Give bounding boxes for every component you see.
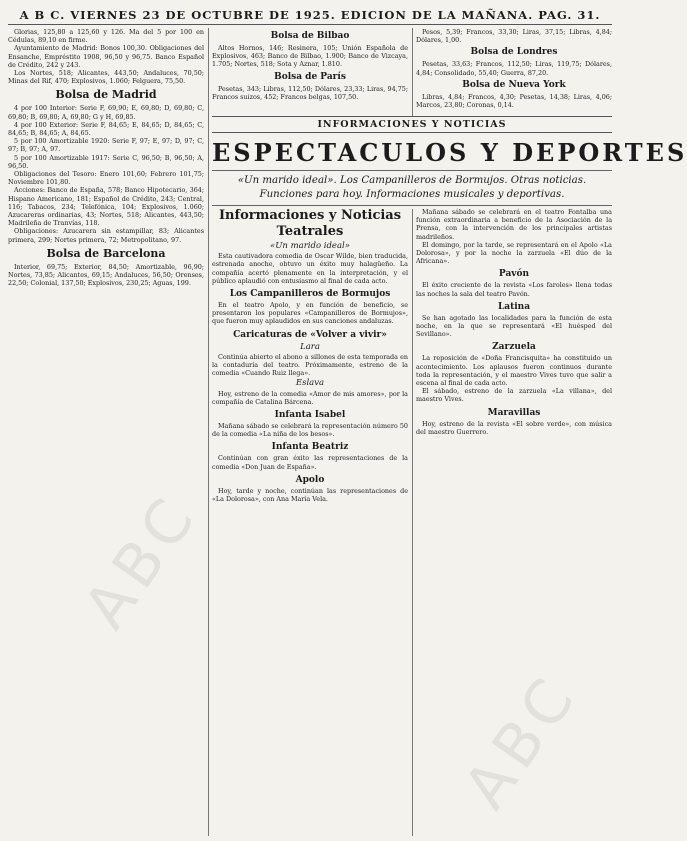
section-heading-bolsa-madrid: Bolsa de Madrid	[55, 88, 157, 102]
section-heading-bolsa-barcelona: Bolsa de Barcelona	[46, 246, 166, 260]
paragraph: Los Nortes, 518; Alicantes, 443,50; Andaluces, 70,50; Minas del Rif, 470; Explosivos, 1.060; Felguera, 75,50.	[8, 69, 204, 86]
paragraph: Glorias, 125,80 a 125,60 y 126. Ma del 5 por 100 en Cédulas, 89,10 en firme.	[8, 28, 204, 45]
paragraph: Pesetas, 343; Libras, 112,50; Dólares, 23,33; Liras, 94,75; Francos suizos, 452; Francos belgas, 107,50.	[212, 84, 408, 101]
section-heading-bolsa-bilbao: Bolsa de Bilbao	[270, 31, 350, 41]
paragraph: Obligaciones: Azucarera sin estampillar, 83; Alicantes primera, 299; Nortes primera, 72; Metropolitano, 97.	[8, 227, 204, 244]
paragraph: Mañana sábado se celebrará en el teatro Fontalba una función extraordinaria a beneficio de la Asociación de la Prensa, con la intervención de los principales artistas madrileños.	[416, 208, 612, 241]
paragraph: Ayuntamiento de Madrid: Bonos 100,30. Obligaciones del Ensanche, Empréstito 1908, 96,50 y 96,75. Banco Español de Crédito, 242 y 243.	[8, 44, 204, 69]
watermark-stamp: ABC	[450, 660, 593, 822]
article-subheading: Eslava	[295, 378, 325, 389]
section-heading-bolsa-nueva-york: Bolsa de Nueva York	[462, 79, 566, 90]
paragraph: Acciones: Banco de España, 578; Banco Hipotecario, 364; Hispano Americano, 181; Español de Crédito, 243; Central, 116; Tabacos, 234; Telefónica, 104; Explosivos, 1.060; Azucareras ordinarias, 43; Nortes, 518; Alicantes, 443,50; Madrileña de Tranvías, 118.	[8, 186, 204, 228]
paragraph: Mañana sábado se celebrará la representación número 50 de la comedia «La niña de los besos».	[212, 422, 408, 439]
paragraph: El domingo, por la tarde, se representará en el Apolo «La Dolorosa», y por la noche la zarzuela «El dúo de la Africana».	[416, 240, 612, 266]
article-subheading: Lara	[300, 341, 320, 352]
paragraph: Continúan con gran éxito las representaciones de la comedia «Don Juan de España».	[212, 454, 408, 471]
column-theatre-news	[212, 208, 408, 836]
article-subheading: Infanta Beatriz	[271, 442, 349, 453]
column-bolsas-extranjeras	[416, 28, 612, 114]
article-subheading: Infanta Isabel	[274, 410, 346, 421]
column-divider	[208, 28, 209, 836]
paragraph: 4 por 100 Exterior: Serie F, 84,65; E, 84,65; D, 84,65; C, 84,65; B, 84,65; A, 84,65.	[8, 120, 204, 138]
paragraph: 5 por 100 Amortizable 1917: Serie C, 96,50; B, 96,50; A, 96,50.	[8, 153, 204, 170]
article-subheading: Zarzuela	[492, 342, 536, 353]
column-theatre-notices	[416, 208, 612, 836]
article-subheading: Maravillas	[487, 407, 541, 418]
paragraph: Altos Hornos, 146; Resinera, 105; Unión Española de Explosivos, 463; Banco de Bilbao, 1.900; Banco de Vizcaya, 1.705; Nortes, 518; Sota y Aznar, 1.810.	[212, 44, 408, 69]
paragraph: Interior, 69,75; Exterior, 84,50; Amortizable, 96,90; Nortes, 73,85; Alicantes, 69,15; Andaluces, 56,50; Orenses, 22,50; Colonial, 137,50; Explosivos, 230,25; Aguas, 199.	[8, 262, 204, 288]
newspaper-page	[8, 6, 687, 836]
article-subheading: «Un marido ideal»	[270, 241, 350, 251]
paragraph: Hoy, tarde y noche, continúan las representaciones de «La Dolorosa», con Ana María Vela.	[212, 486, 408, 504]
article-subheading: Los Campanilleros de Bormujos	[229, 289, 391, 300]
divider	[212, 170, 612, 171]
info-heading: INFORMACIONES Y NOTICIAS	[212, 116, 612, 133]
article-subheading: Apolo	[295, 474, 325, 485]
paragraph: Continúa abierto el abono a sillones de esta temporada en la contaduría del teatro. Próximamente, estreno de la comedia «Cuando Ruiz llega».	[212, 352, 408, 378]
main-headline: ESPECTACULOS Y DEPORTES	[212, 138, 687, 167]
paragraph: 5 por 100 Amortizable 1920: Serie F, 97; E, 97; D, 97; C, 97; B, 97; A, 97.	[8, 137, 204, 154]
section-heading-bolsa-paris: Bolsa de París	[274, 71, 346, 82]
paragraph: La reposición de «Doña Francisquita» ha constituido un acontecimiento. Los aplausos fueron continuos durante toda la representación, y el maestro Vives tuvo que salir a escena al final de cada acto.	[416, 354, 612, 388]
column-bolsas	[212, 28, 408, 114]
paragraph: 4 por 100 Interior: Serie F, 69,90; E, 69,80; D, 69,80; C, 69,80; B, 69,80; A, 69,80; G y H, 69,85.	[8, 104, 204, 121]
paragraph: El éxito creciente de la revista «Los faroles» llena todas las noches la sala del teatro Pavón.	[416, 281, 612, 298]
paragraph: El sábado, estreno de la zarzuela «La villana», del maestro Vives.	[416, 387, 612, 404]
paragraph: Se han agotado las localidades para la función de esta noche, en la que se representará «El huésped del Sevillano».	[416, 313, 612, 339]
divider	[212, 205, 612, 206]
paragraph: Hoy, estreno de la revista «El sobre verde», con música del maestro Guerrero.	[416, 419, 612, 436]
article-heading: Informaciones y Noticias Teatrales	[218, 208, 402, 239]
article-subheading: Caricaturas de «Volver a vivir»	[233, 329, 387, 340]
page-header: A B C. VIERNES 23 DE OCTUBRE DE 1925. EDICION DE LA MAÑANA. PAG. 31.	[8, 6, 612, 25]
subheadline: «Un marido ideal». Los Campanilleros de Bormujos. Otras noticias. Funciones para hoy. Informaciones musicales y deportivas.	[237, 175, 587, 200]
paragraph: Esta cautivadora comedia de Oscar Wilde, bien traducida, estrenada anoche, obtuvo un éxito muy halagüeño. La compañía acertó plenamente en la interpretación, y el público aplaudió con entusiasmo al final de cada acto.	[212, 252, 408, 285]
watermark-stamp: ABC	[70, 480, 213, 642]
entertainment-banner	[212, 116, 687, 209]
paragraph: Pesos, 5,39; Francos, 33,30; Liras, 37,15; Libras, 4,84; Dólares, 1,00.	[416, 28, 612, 45]
paragraph: Obligaciones del Tesoro: Enero 101,60; Febrero 101,75; Noviembre 101,80.	[8, 170, 204, 187]
article-subheading: Latina	[497, 301, 531, 312]
column-finance	[8, 28, 204, 836]
paragraph: Libras, 4,84; Francos, 4,30; Pesetas, 14,38; Liras, 4,06; Marcos, 23,80; Coronas, 0,14.	[416, 92, 612, 110]
paragraph: En el teatro Apolo, y en función de beneficio, se presentaron los populares «Campanilleros de Bormujos», que fueron muy aplaudidos en sus canciones andaluzas.	[212, 301, 408, 326]
paragraph: Pesetas, 33,63; Francos, 112,50; Liras, 119,75; Dólares, 4,84; Consolidado, 55,40; Guerra, 87,20.	[416, 60, 612, 77]
section-heading-bolsa-londres: Bolsa de Londres	[470, 47, 558, 58]
article-subheading: Pavón	[498, 269, 530, 280]
paragraph: Hoy, estreno de la comedia «Amor de mis amores», por la compañía de Catalina Bárcena.	[212, 389, 408, 406]
